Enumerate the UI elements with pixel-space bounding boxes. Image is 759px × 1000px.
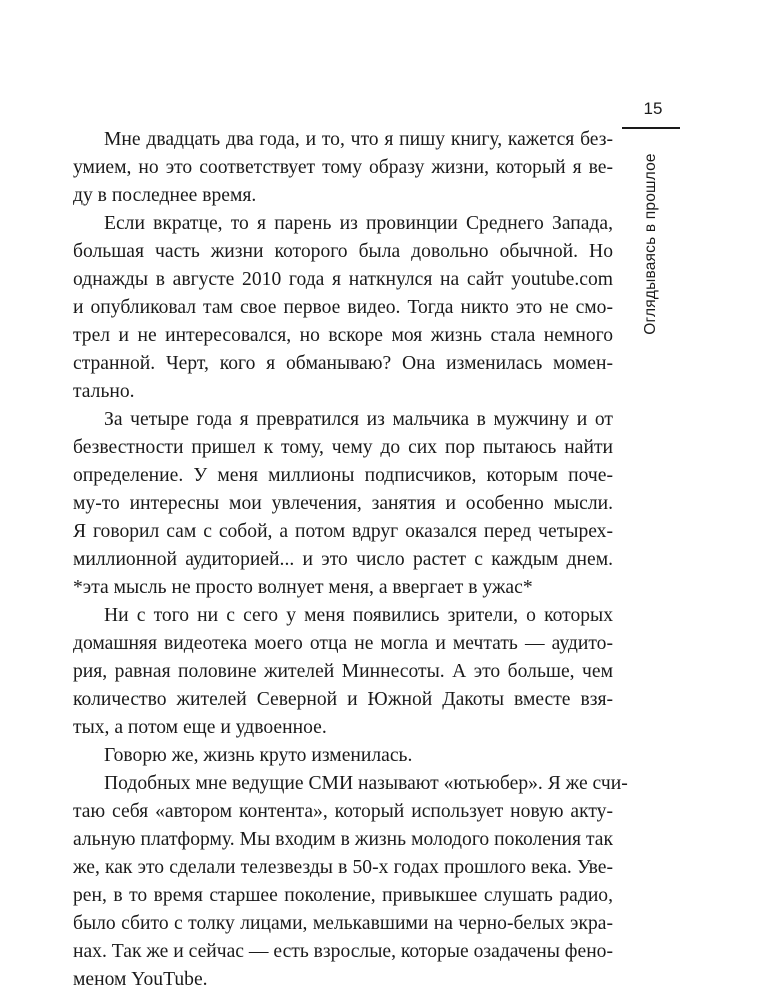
paragraph [73, 742, 613, 770]
text-line: Подобных мне ведущие СМИ называют «ютьюбер». Я же счи- [104, 773, 628, 794]
text-line: Мне двадцать два года, и то, что я пишу книгу, кажется без- [104, 129, 613, 150]
text-line: му-то интересны мои увлечения, занятия и особенно мысли. [73, 493, 613, 514]
text-line: количество жителей Северной и Южной Дакоты вместе взя- [73, 689, 613, 710]
text-line: нах. Так же и сейчас — есть взрослые, которые озадачены фено- [73, 941, 614, 962]
text-line: рия, равная половине жителей Миннесоты. А это больше, чем [73, 661, 613, 682]
paragraph [73, 406, 613, 602]
text-line: рен, в то время старшее поколение, привыкшее слушать радио, [73, 885, 613, 906]
text-line: тально. [73, 381, 135, 402]
header-rule [622, 127, 680, 129]
page-number: 15 [643, 99, 663, 118]
text-line: таю себя «автором контента», который использует новую акту- [73, 801, 613, 822]
running-title-text: Оглядываясь в прошлое [642, 153, 659, 335]
text-line: странной. Черт, кого я обманываю? Она изменилась момен- [73, 353, 613, 374]
text-line: и опубликовал там свое первое видео. Тогда никто это не смо- [73, 297, 613, 318]
text-line: же, как это сделали телезвезды в 50-х годах прошлого века. Уве- [73, 857, 613, 878]
text-line: было сбито с толку лицами, мелькавшими на черно-белых экра- [73, 913, 613, 934]
paragraph [73, 770, 628, 994]
text-line: Если вкратце, то я парень из провинции Среднего Запада, [104, 213, 613, 234]
text-line: домашняя видеотека моего отца не могла и мечтать — аудито- [73, 633, 613, 654]
text-line: альную платформу. Мы входим в жизнь молодого поколения так [73, 829, 613, 850]
paragraph [73, 126, 613, 210]
text-line: Говорю же, жизнь круто изменилась. [104, 745, 413, 766]
text-line: ду в последнее время. [73, 185, 257, 206]
paragraph [73, 210, 613, 406]
text-line: *эта мысль не просто волнует меня, а ввергает в ужас* [73, 577, 533, 598]
text-line: тых, а потом еще и удвоенное. [73, 717, 327, 738]
text-line: Ни с того ни с сего у меня появились зрители, о которых [104, 605, 613, 626]
paragraph [73, 602, 613, 742]
body-text [73, 126, 628, 994]
text-line: меном YouTube. [73, 969, 208, 990]
text-line: трел и не интересовался, но вскоре моя жизнь стала немного [73, 325, 613, 346]
text-line: Я говорил сам с собой, а потом вдруг оказался перед четырех- [73, 521, 613, 542]
text-line: большая часть жизни которого была довольно обычной. Но [73, 241, 613, 262]
text-line: безвестности пришел к тому, чему до сих пор пытаюсь найти [73, 437, 613, 458]
running-title [633, 144, 669, 344]
text-line: однажды в августе 2010 года я наткнулся на сайт youtube.com [73, 269, 613, 290]
text-line: миллионной аудиторией... и это число растет с каждым днем. [73, 549, 613, 570]
text-line: умием, но это соответствует тому образу жизни, который я ве- [73, 157, 613, 178]
text-line: определение. У меня миллионы подписчиков, которым поче- [73, 465, 613, 486]
text-line: За четыре года я превратился из мальчика в мужчину и от [104, 409, 613, 430]
